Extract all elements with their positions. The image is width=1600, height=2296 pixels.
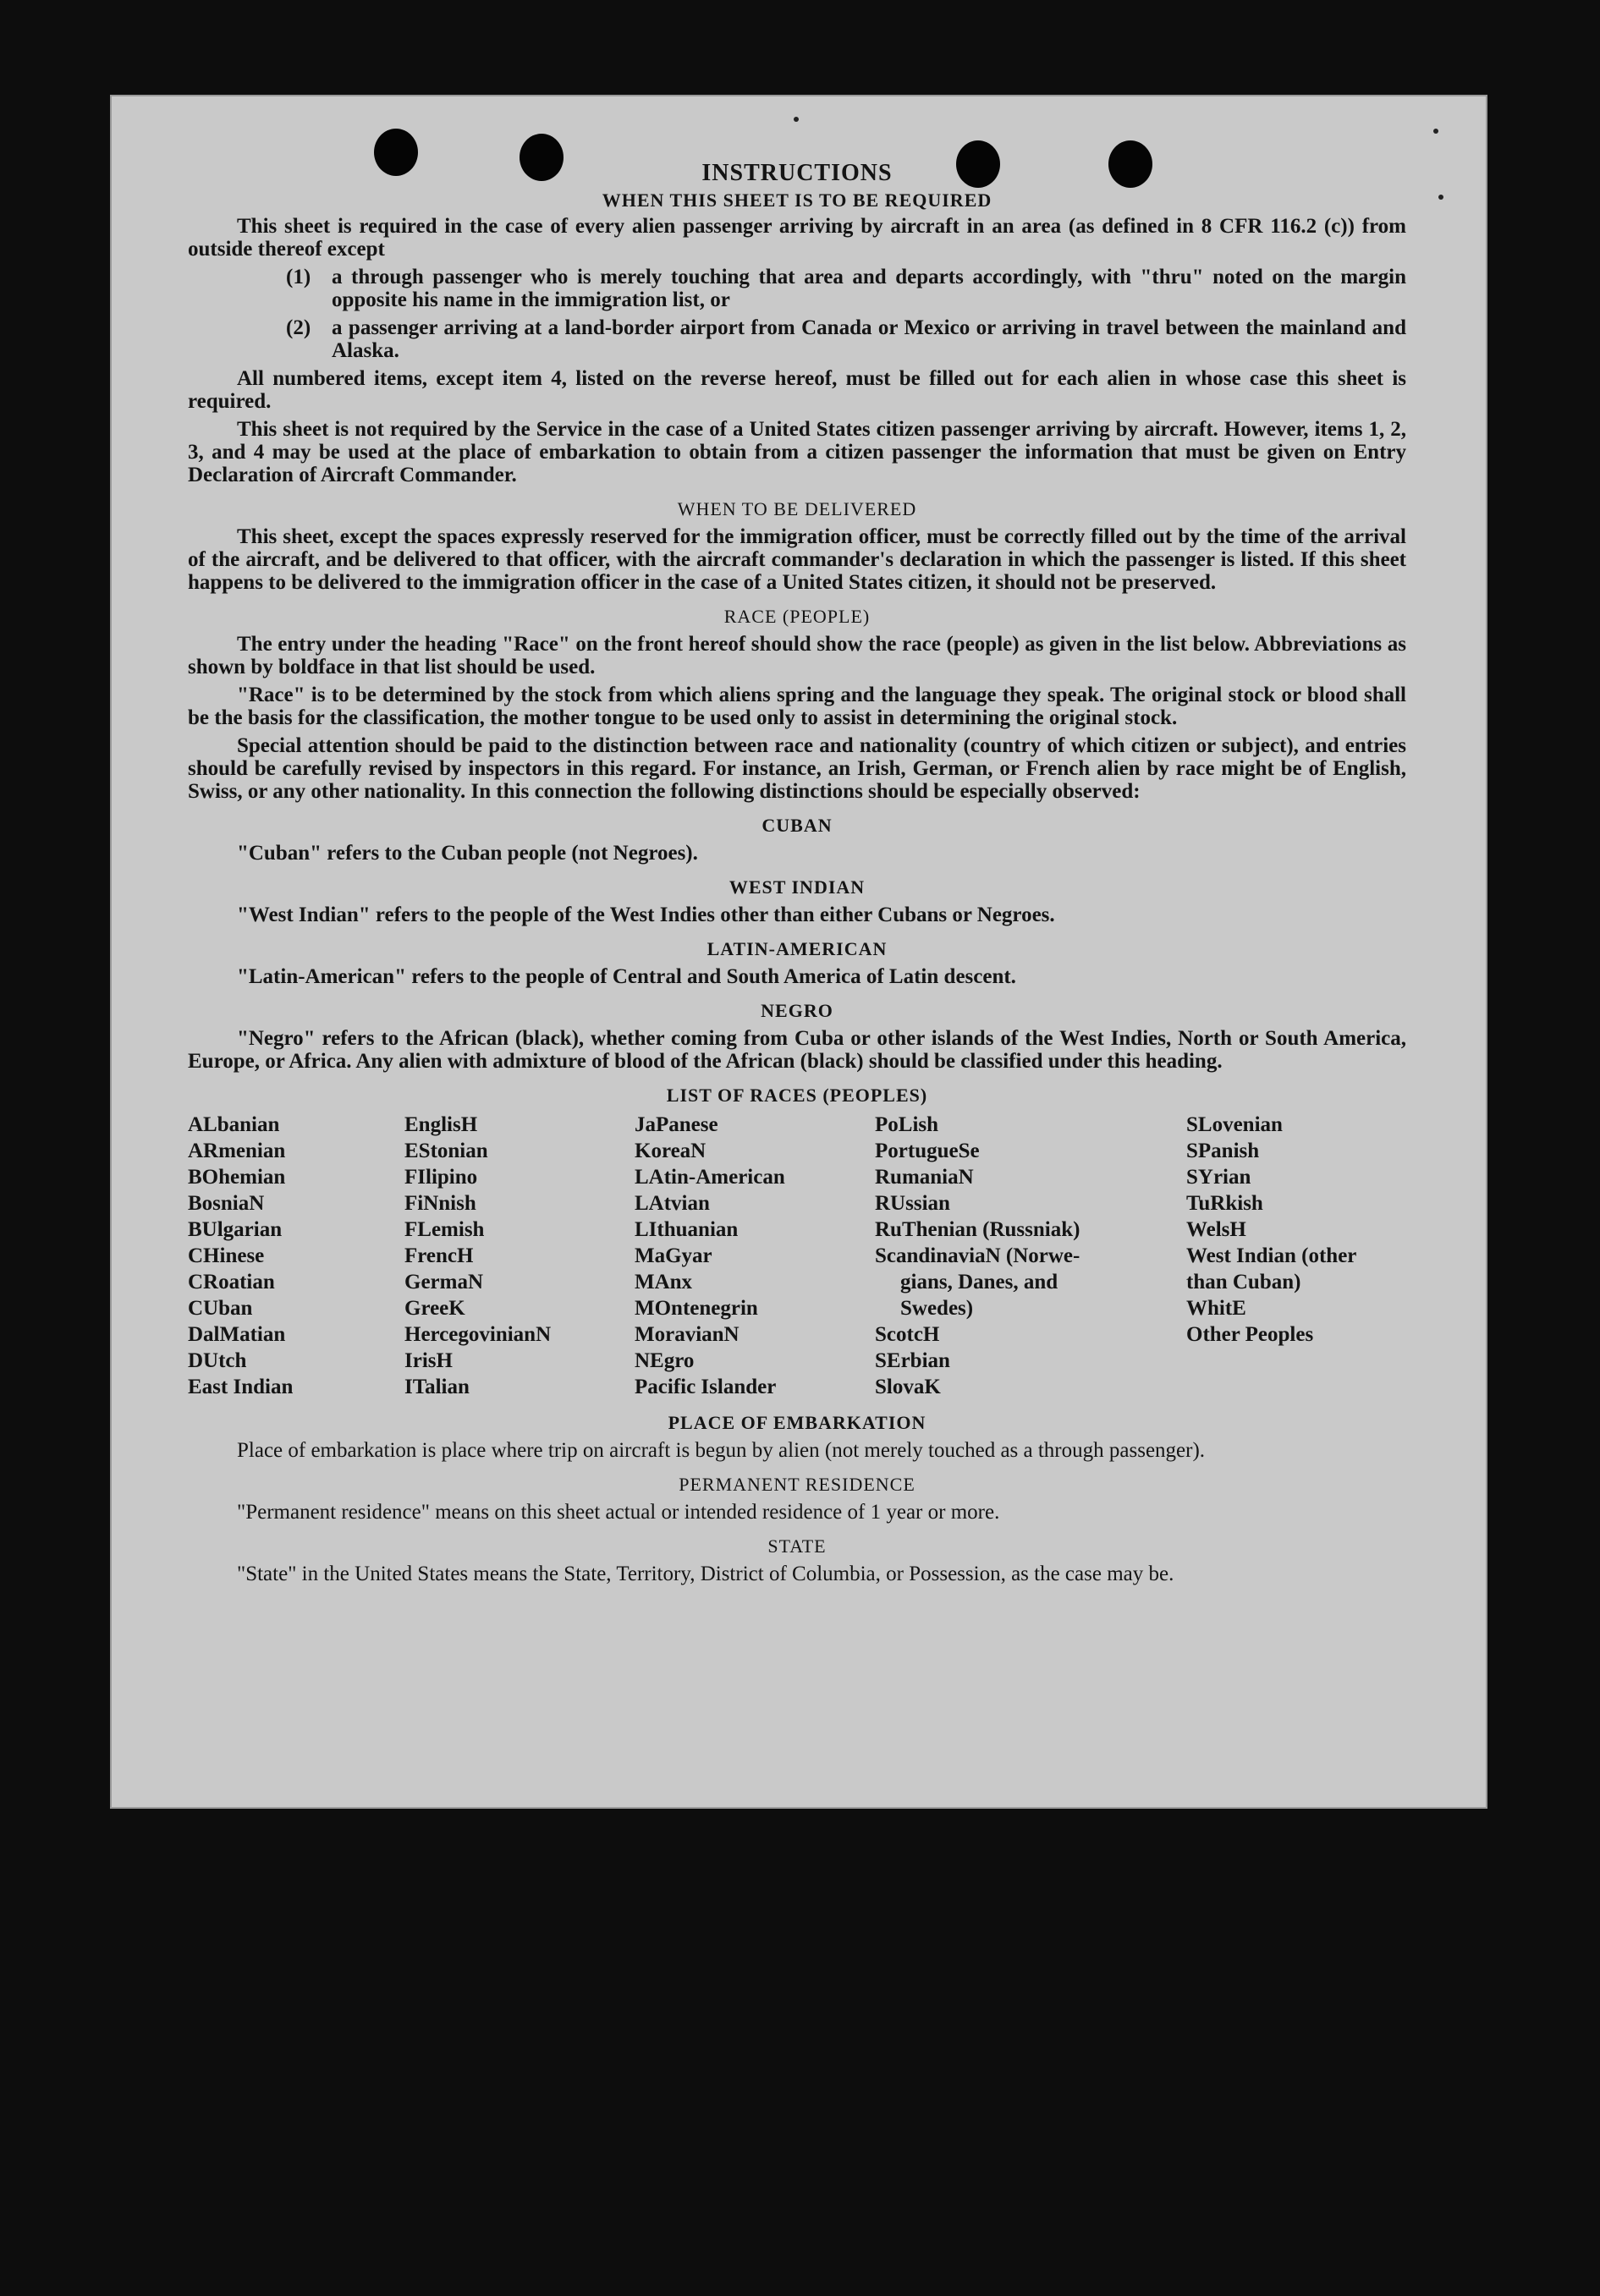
race-entry: GermaN <box>404 1271 484 1294</box>
exception-item <box>286 266 1406 311</box>
race-entry: FrencH <box>404 1244 474 1267</box>
exception-item <box>286 316 1406 362</box>
race-entry: DUtch <box>188 1349 247 1372</box>
ink-speck <box>794 117 799 122</box>
race-entry: PortugueSe <box>875 1140 980 1162</box>
west-indian-paragraph: "West Indian" refers to the people of the West Indies other than either Cubans or Negroes. <box>237 904 1055 926</box>
exception-number: (1) <box>286 266 311 288</box>
race-entry: KoreaN <box>635 1140 707 1162</box>
races-list-heading: LIST OF RACES (PEOPLES) <box>666 1085 928 1106</box>
race-paragraph-1: The entry under the heading "Race" on the front hereof should show the race (people) as given in the list below. Abbreviations as shown by boldface in that list should be used. <box>188 633 1406 678</box>
delivered-heading: WHEN TO BE DELIVERED <box>677 498 917 519</box>
state-paragraph: "State" in the United States means the State, Territory, District of Columbia, or Possession, as the case may be. <box>237 1563 1174 1585</box>
intro-paragraph: This sheet is required in the case of every alien passenger arriving by aircraft in an area (as defined in 8 CFR 116.2 (c)) from outside thereof except <box>188 215 1406 261</box>
race-entry: PoLish <box>875 1113 939 1136</box>
cuban-heading: CUBAN <box>762 815 833 836</box>
negro-heading: NEGRO <box>761 1000 833 1021</box>
residence-paragraph: "Permanent residence" means on this sheet actual or intended residence of 1 year or more. <box>237 1501 1000 1524</box>
race-entry: IrisH <box>404 1349 453 1372</box>
residence-heading: PERMANENT RESIDENCE <box>679 1474 915 1495</box>
race-entry: TuRkish <box>1186 1192 1263 1215</box>
race-entry: RumaniaN <box>875 1166 974 1189</box>
ink-speck <box>1433 129 1438 134</box>
required-heading: WHEN THIS SHEET IS TO BE REQUIRED <box>602 190 992 211</box>
race-entry: HercegovinianN <box>404 1323 552 1346</box>
race-entry: East Indian <box>188 1376 294 1398</box>
negro-paragraph: "Negro" refers to the African (black), whether coming from Cuba or other islands of the West Indies, North or South America, Europe, or Africa. Any alien with admixture of blood of the African (black) should be classified under this heading. <box>188 1027 1406 1073</box>
race-entry: ITalian <box>404 1376 470 1398</box>
race-entry: ScotcH <box>875 1323 940 1346</box>
race-entry: West Indian (other <box>1186 1244 1357 1267</box>
cuban-paragraph: "Cuban" refers to the Cuban people (not Negroes). <box>237 842 698 865</box>
state-heading: STATE <box>767 1535 827 1557</box>
race-entry: FiNnish <box>404 1192 476 1215</box>
race-entry: WhitE <box>1186 1297 1246 1320</box>
race-entry: MoravianN <box>635 1323 740 1346</box>
embarkation-paragraph: Place of embarkation is place where trip on aircraft is begun by alien (not merely touched as a through passenger). <box>237 1439 1206 1462</box>
races-column-4 <box>875 1112 1186 1400</box>
race-entry: RuThenian (Russniak) <box>875 1218 1080 1241</box>
race-entry-continued: than Cuban) <box>1186 1271 1301 1294</box>
exception-text: a passenger arriving at a land-border airport from Canada or Mexico or arriving in travel between the mainland and Alaska. <box>332 316 1406 362</box>
race-entry: CHinese <box>188 1244 265 1267</box>
race-entry: EnglisH <box>404 1113 478 1136</box>
west-indian-heading: WEST INDIAN <box>729 876 866 898</box>
race-entry: MAnx <box>635 1271 693 1294</box>
latin-american-paragraph: "Latin-American" refers to the people of Central and South America of Latin descent. <box>237 965 1016 988</box>
race-entry: SYrian <box>1186 1166 1251 1189</box>
race-entry: SLovenian <box>1186 1113 1283 1136</box>
race-entry: CRoatian <box>188 1271 275 1294</box>
race-entry: BUlgarian <box>188 1218 283 1241</box>
numbered-items-paragraph: All numbered items, except item 4, listed on the reverse hereof, must be filled out for each alien in whose case this sheet is required. <box>188 367 1406 413</box>
race-entry: ALbanian <box>188 1113 280 1136</box>
race-entry: Other Peoples <box>1186 1323 1314 1346</box>
race-entry: MaGyar <box>635 1244 712 1267</box>
race-paragraph-3: Special attention should be paid to the distinction between race and nationality (country of which citizen or subject), and entries should be carefully revised by inspectors in this regard. For instance, an Irish, German, or French alien by race might be of English, Swiss, or any other nationality. In this connection the following distinctions should be especially observed: <box>188 734 1406 803</box>
race-entry: DalMatian <box>188 1323 286 1346</box>
race-entry: BOhemian <box>188 1166 286 1189</box>
race-heading: RACE (PEOPLE) <box>723 606 871 627</box>
race-entry: LAtvian <box>635 1192 710 1215</box>
race-entry: ARmenian <box>188 1140 286 1162</box>
delivered-paragraph: This sheet, except the spaces expressly reserved for the immigration officer, must be correctly filled out by the time of the arrival of the aircraft, and be delivered to that officer, with the aircraft commander's declaration in which the passenger is listed. If this sheet happens to be delivered to the immigration officer in the case of a United States citizen, it should not be preserved. <box>188 525 1406 594</box>
race-entry: WelsH <box>1186 1218 1246 1241</box>
race-entry: SlovaK <box>875 1376 941 1398</box>
race-entry: JaPanese <box>635 1113 718 1136</box>
race-entry: Pacific Islander <box>635 1376 777 1398</box>
race-entry: FIlipino <box>404 1166 478 1189</box>
race-entry: ScandinaviaN (Norwe- <box>875 1244 1080 1267</box>
race-entry: GreeK <box>404 1297 465 1320</box>
races-list <box>188 1112 1406 1400</box>
exception-number: (2) <box>286 316 311 339</box>
race-entry: RUssian <box>875 1192 950 1215</box>
races-column-2 <box>404 1112 635 1400</box>
race-entry: CUban <box>188 1297 253 1320</box>
race-entry-continued: Swedes) <box>900 1297 974 1320</box>
instructions-content <box>188 159 1406 1590</box>
latin-american-heading: LATIN-AMERICAN <box>707 938 888 959</box>
race-entry: NEgro <box>635 1349 695 1372</box>
exception-text: a through passenger who is merely touching that area and departs accordingly, with "thru" noted on the margin opposite his name in the immigration list, or <box>332 266 1406 311</box>
race-entry: EStonian <box>404 1140 488 1162</box>
embarkation-heading: PLACE OF EMBARKATION <box>668 1412 926 1433</box>
races-column-1 <box>188 1112 404 1400</box>
race-entry: LIthuanian <box>635 1218 739 1241</box>
race-entry: SErbian <box>875 1349 950 1372</box>
races-column-3 <box>635 1112 875 1400</box>
race-entry: BosniaN <box>188 1192 265 1215</box>
race-entry-continued: gians, Danes, and <box>900 1271 1058 1294</box>
race-entry: LAtin-American <box>635 1166 785 1189</box>
document-sheet <box>110 95 1487 1809</box>
race-entry: FLemish <box>404 1218 485 1241</box>
race-entry: MOntenegrin <box>635 1297 758 1320</box>
document-title: INSTRUCTIONS <box>701 160 893 186</box>
citizen-paragraph: This sheet is not required by the Service in the case of a United States citizen passenger arriving by aircraft. However, items 1, 2, 3, and 4 may be used at the place of embarkation to obtain from a citizen passenger the information that must be given on Entry Declaration of Aircraft Commander. <box>188 418 1406 486</box>
race-entry: SPanish <box>1186 1140 1260 1162</box>
races-column-5 <box>1186 1112 1406 1400</box>
race-paragraph-2: "Race" is to be determined by the stock from which aliens spring and the language they speak. The original stock or blood shall be the basis for the classification, the mother tongue to be used only to assist in determining the original stock. <box>188 684 1406 729</box>
ink-speck <box>1438 195 1443 200</box>
